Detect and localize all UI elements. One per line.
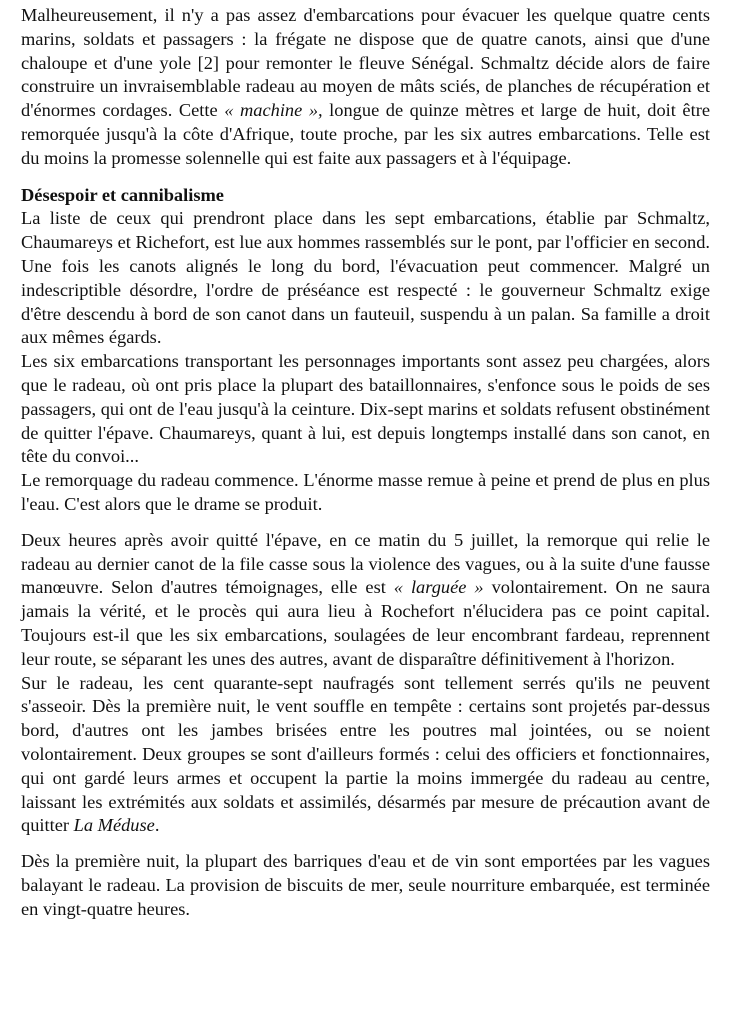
paragraph-text: volontairement. On ne saura jamais la vérité, et le procès qui aura lieu à Rochefort n'élucidera pas ce point capital. Toujours est-il que les six embarcations, soulagées de leur encombrant fardeau, reprennent leur route, se séparant les unes des autres, avant de disparaître définitivement à l'horizon. [21, 577, 710, 669]
paragraph-text: Deux heures après avoir quitté l'épave, en ce matin du 5 juillet, la remorque qui relie le radeau au dernier canot de la file casse sous la violence des vagues, ou à la suite d'une fausse manœuvre. Selon d'autres témoignages, elle est [21, 529, 710, 598]
italic-quote-machine: « machine », [224, 100, 323, 121]
paragraph-list: La liste de ceux qui prendront place dans les sept embarcations, établie par Schmaltz, Chaumareys et Richefort, est lue aux hommes rassemblés sur le pont, par l'officier en second. Une fois les canots alignés le long du bord, l'évacuation peut commencer. Malgré un indescriptible désordre, l'ordre de préséance est respecté : le gouverneur Schmaltz exige d'être descendu à bord de son canot dans un fauteuil, suspendu à un palan. Sa famille a droit aux mêmes égards. [21, 208, 710, 348]
paragraph-rope [21, 529, 710, 672]
paragraph-text: Malheureusement, il n'y a pas assez d'embarcations pour évacuer les quelque quatre cents marins, soldats et passagers : la frégate ne dispose que de quatre canots, ainsi que d'une chaloupe et d'une yole [2] pour remonter le fleuve Sénégal. Schmaltz décide alors de faire construire un invraisemblable radeau au moyen de mâts sciés, de planches de récupération et d'énormes cordages. Cette [21, 5, 710, 121]
paragraph-evacuation [21, 4, 710, 171]
paragraph-boats: Les six embarcations transportant les personnages importants sont assez peu chargées, alors que le radeau, où ont pris place la plupart des bataillonnaires, s'enfonce sous le poids de ses passagers, qui ont de l'eau jusqu'à la ceinture. Dix-sept marins et soldats refusent obstinément de quitter l'épave. Chaumareys, quant à lui, est depuis longtemps installé dans son canot, en tête du convoi... [21, 351, 710, 467]
italic-ship-name: La Méduse [73, 815, 155, 836]
paragraph-text: longue de quinze mètres et large de huit, doit être remorquée jusqu'à la côte d'Afrique, toute proche, par les six autres embarcations. Telle est du moins la promesse solennelle qui est faite aux passagers et à l'équipage. [21, 100, 710, 168]
italic-quote-larguee: « larguée » [393, 577, 484, 598]
paragraph-text: Sur le radeau, les cent quarante-sept naufragés sont tellement serrés qu'ils ne peuvent s'asseoir. Dès la première nuit, le vent souffle en tempête : certains sont projetés par-dessus bord, d'autres ont les jambes brisées entre les poutres mal jointées, ou se noient volontairement. Deux groupes se sont d'ailleurs formés : celui des officiers et fonctionnaires, qui ont gardé leurs armes et occupent la partie la moins immergée du radeau au centre, laissant les extrémités aux soldats et assimilés, désarmés par mesure de précaution avant de quitter [21, 672, 710, 836]
paragraph-towing: Le remorquage du radeau commence. L'énorme masse remue à peine et prend de plus en plus l'eau. C'est alors que le drame se produit. [21, 470, 710, 514]
paragraph-supplies: Dès la première nuit, la plupart des barriques d'eau et de vin sont emportées par les vagues balayant le radeau. La provision de biscuits de mer, seule nourriture embarquée, est terminée en vingt-quatre heures. [21, 851, 710, 919]
paragraph-raft [21, 672, 710, 839]
section-heading: Désespoir et cannibalisme [21, 184, 224, 205]
paragraph-text: . [154, 815, 160, 836]
